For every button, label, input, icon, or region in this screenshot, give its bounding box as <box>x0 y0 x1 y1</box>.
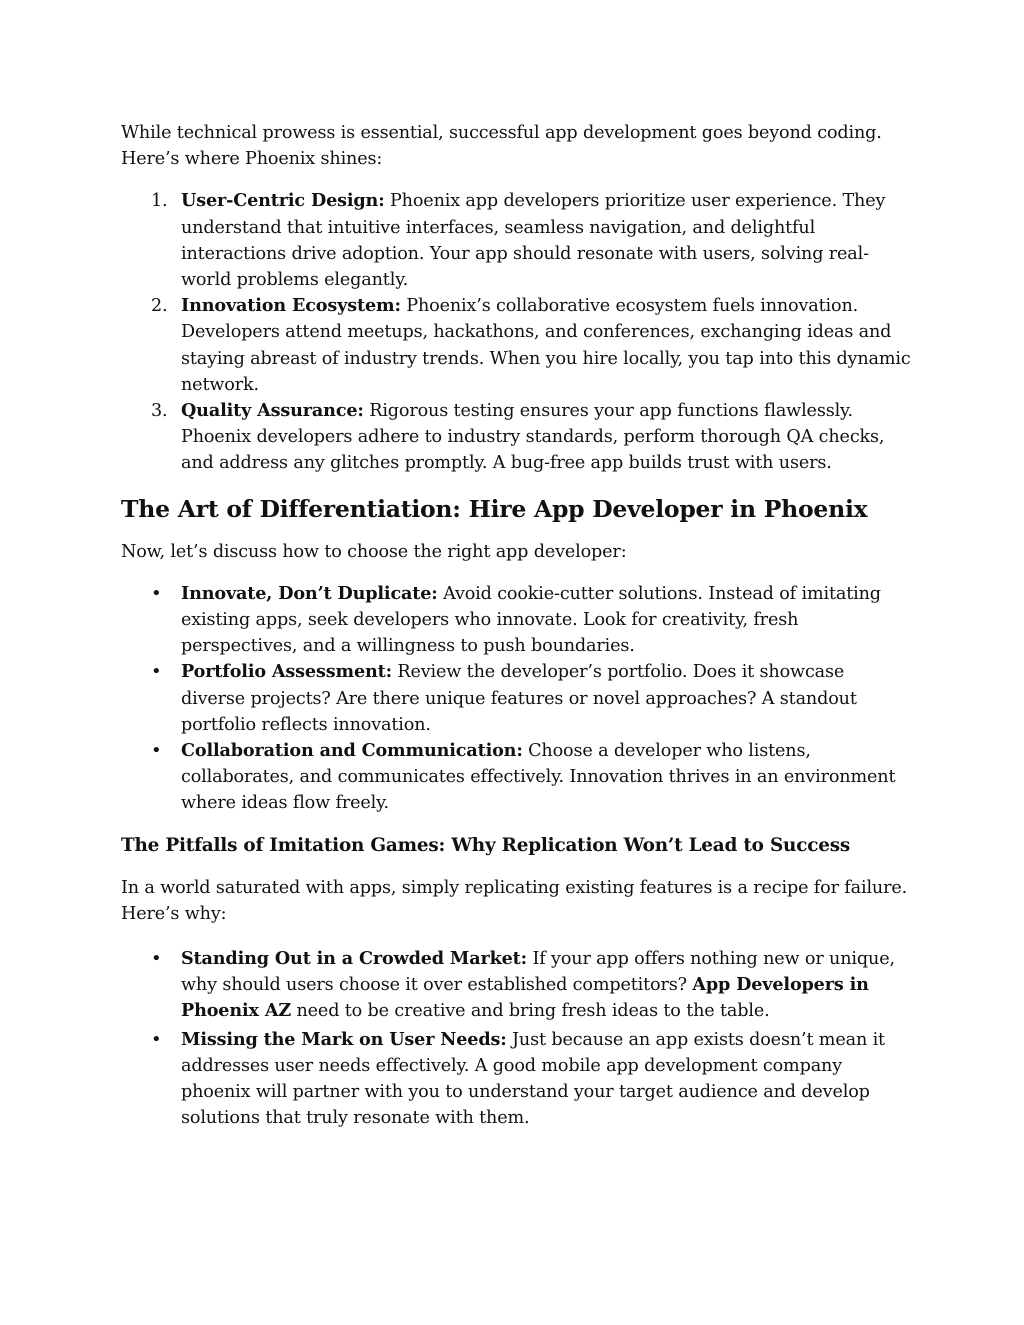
developer-choice-list <box>121 581 911 817</box>
list-number: 1. <box>151 191 168 212</box>
list-item-text: Phoenix app developers prioritize user experience. They understand that intuitive interfaces, seamless navigation, and delightful interactions drive adoption. Your app should resonate with users, solving real-world problems elegantly. <box>181 191 886 291</box>
list-item-title: Innovate, Don’t Duplicate: <box>181 582 438 604</box>
section-heading-differentiation: The Art of Differentiation: Hire App Developer in Phoenix <box>121 494 868 523</box>
list-item <box>121 1027 911 1132</box>
list-item <box>121 398 911 477</box>
list-item-text: Avoid cookie-cutter solutions. Instead of imitating existing apps, seek developers who innovate. Look for creativity, fresh perspectives, and a willingness to push boundaries. <box>181 583 881 657</box>
section-intro: Now, let’s discuss how to choose the right app developer: <box>121 541 627 562</box>
list-item <box>121 946 911 1025</box>
bullet-icon: • <box>151 582 162 604</box>
list-item <box>121 293 911 398</box>
list-item-title: Collaboration and Communication: <box>181 740 523 762</box>
bullet-icon: • <box>151 740 162 762</box>
list-item <box>121 738 911 817</box>
emphasis-text: App Developers in Phoenix AZ <box>181 974 869 1022</box>
list-item-title: Missing the Mark on User Needs: <box>181 1028 507 1050</box>
list-item-title: Innovation Ecosystem: <box>181 295 401 317</box>
bullet-icon: • <box>151 1028 162 1050</box>
list-item <box>121 188 911 293</box>
section-intro: In a world saturated with apps, simply replicating existing features is a recipe for failure. Here’s why: <box>121 877 908 924</box>
bullet-icon: • <box>151 661 162 683</box>
pitfalls-list <box>121 946 911 1131</box>
list-item-text: Choose a developer who listens, collaborates, and communicates effectively. Innovation thrives in an environment where ideas flow freely. <box>181 741 896 814</box>
list-item-title: Quality Assurance: <box>181 400 364 422</box>
list-item <box>121 659 911 738</box>
list-item-title: Portfolio Assessment: <box>181 661 392 683</box>
list-number: 3. <box>151 401 168 422</box>
document-page <box>121 120 911 1132</box>
phoenix-strengths-list <box>121 188 911 476</box>
list-item-title: User-Centric Design: <box>181 190 385 212</box>
list-item <box>121 581 911 660</box>
list-number: 2. <box>151 296 168 317</box>
list-item-text: need to be creative and bring fresh ideas to the table. <box>291 1001 770 1022</box>
bullet-icon: • <box>151 948 162 970</box>
intro-paragraph: While technical prowess is essential, successful app development goes beyond coding. Here’s where Phoenix shines: <box>121 123 882 170</box>
section-heading-pitfalls: The Pitfalls of Imitation Games: Why Replication Won’t Lead to Success <box>121 834 850 856</box>
list-item-text: Phoenix’s collaborative ecosystem fuels innovation. Developers attend meetups, hackathons, and conferences, exchanging ideas and staying abreast of industry trends. When you hire locally, you tap into this dynamic network. <box>181 296 911 395</box>
list-item-text: Review the developer’s portfolio. Does it showcase diverse projects? Are there unique features or novel approaches? A standout portfolio reflects innovation. <box>181 662 857 735</box>
list-item-text: Rigorous testing ensures your app functions flawlessly. Phoenix developers adhere to industry standards, perform thorough QA checks, and address any glitches promptly. A bug-free app builds trust with users. <box>181 401 885 474</box>
list-item-text: Just because an app exists doesn’t mean it addresses user needs effectively. A good mobile app development company phoenix will partner with you to understand your target audience and develop solutions that truly resonate with them. <box>181 1029 885 1129</box>
list-item-title: Standing Out in a Crowded Market: <box>181 948 527 970</box>
list-item-text: If your app offers nothing new or unique, why should users choose it over established competitors? <box>181 949 895 996</box>
